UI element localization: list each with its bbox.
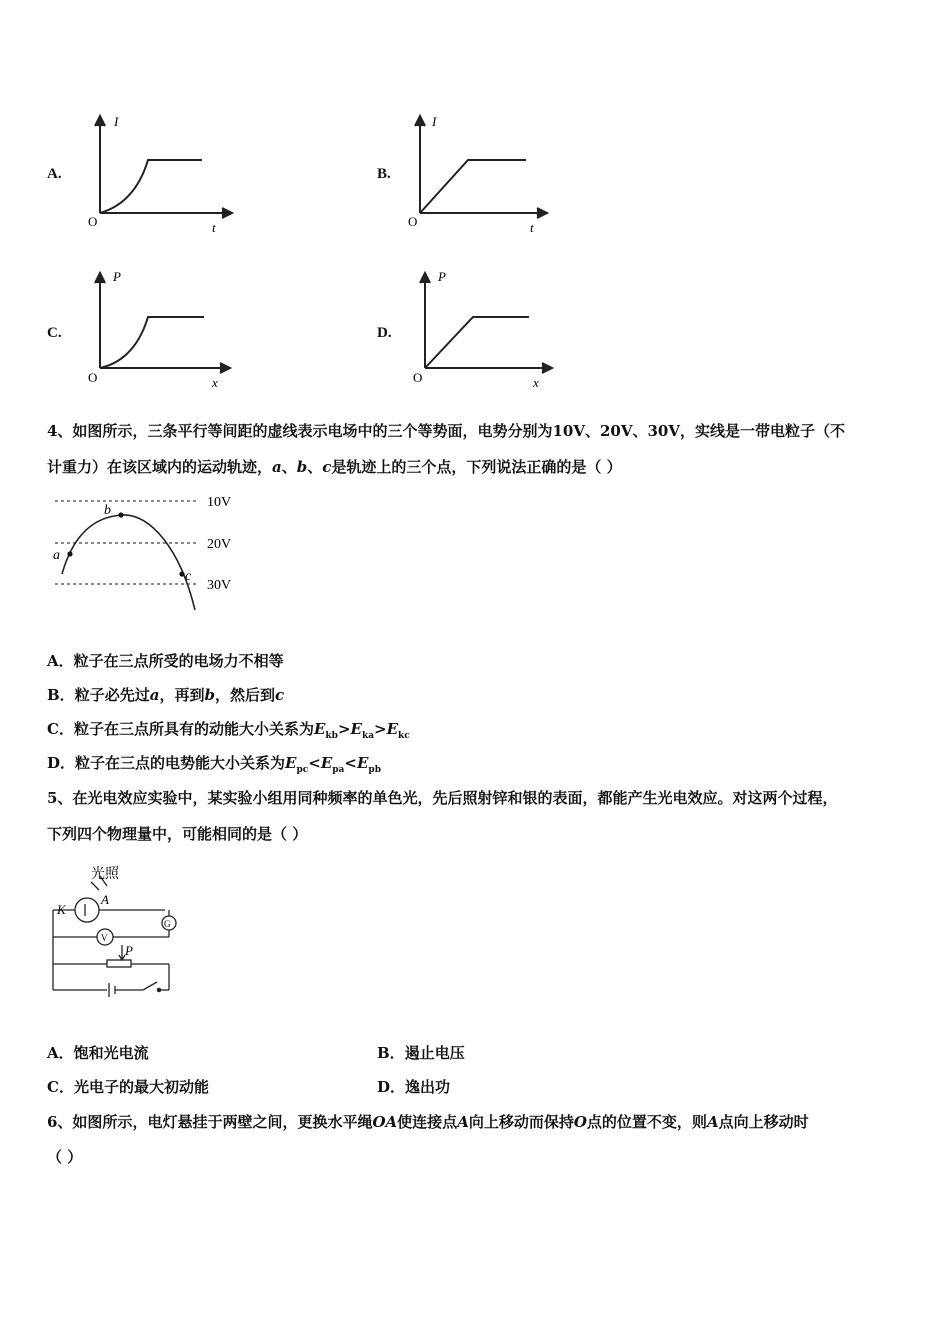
q4-option-a[interactable]: [47, 650, 284, 671]
q4-stem-line1: 4、如图所示，三条平行等间距的虚线表示电场中的三个等势面，电势分别为10V、20V、30V，实线是一带电粒子（不: [47, 422, 845, 440]
potential-label-10v: 10V: [207, 495, 232, 510]
energy-symbol: E: [313, 720, 326, 738]
option-text: 粒子在三点所受的电场力不相等: [73, 652, 284, 670]
point-b: [118, 512, 123, 517]
q6-text: 使连接点: [397, 1113, 458, 1131]
graph-option-c: [80, 265, 240, 395]
energy-symbol: E: [386, 720, 399, 738]
trajectory-line: [62, 515, 195, 610]
light-label: 光照: [91, 867, 119, 882]
relation-sign: >: [374, 720, 387, 738]
q4-var-b: b: [296, 458, 308, 476]
option-letter: A．: [47, 652, 74, 670]
q5-option-a[interactable]: [47, 1042, 149, 1063]
relation-sign: <: [308, 754, 321, 772]
relation-sign: <: [344, 754, 357, 772]
q4-stem-text: 计重力）在该区域内的运动轨迹，: [47, 458, 273, 476]
q5-photoelectric-circuit: [45, 860, 195, 1000]
q6-text: 点的位置不变，则: [586, 1113, 707, 1131]
option-text: 逸出功: [405, 1078, 451, 1096]
graph-option-a-label: A.: [47, 166, 62, 182]
option-text: 光电子的最大初动能: [73, 1078, 209, 1096]
option-letter: B．: [47, 686, 75, 704]
q6-stem-line2: （ ）: [47, 1148, 83, 1166]
q4-sep: 、: [281, 458, 297, 476]
option-text: ，再到: [159, 686, 205, 704]
x-axis-label: t: [530, 220, 534, 235]
q6-stem-line1: [47, 1111, 809, 1132]
origin-label: O: [413, 370, 423, 385]
option-letter: D．: [377, 1078, 406, 1096]
energy-symbol: E: [356, 754, 369, 772]
option-var: b: [204, 686, 215, 704]
option-letter: D．: [47, 754, 76, 772]
energy-subscript: pb: [368, 765, 381, 775]
q5-option-b[interactable]: [377, 1042, 465, 1063]
q6-var: OA: [372, 1113, 398, 1131]
x-axis-label: x: [533, 375, 539, 390]
energy-subscript: ka: [361, 731, 375, 741]
option-letter: C．: [47, 1078, 74, 1096]
q4-stem-line2: [47, 456, 622, 477]
q4-stem-text: 是轨迹上的三个点，下列说法正确的是（ ）: [331, 458, 622, 476]
rheostat-icon: [107, 960, 131, 967]
option-var: a: [149, 686, 160, 704]
energy-subscript: kb: [325, 731, 338, 741]
q5-option-c[interactable]: [47, 1076, 209, 1097]
energy-symbol: E: [320, 754, 333, 772]
y-axis-label: P: [438, 269, 446, 284]
q4-option-c[interactable]: [47, 718, 410, 741]
graph-option-a: [80, 108, 240, 243]
curve-line: [100, 317, 204, 368]
y-axis-label: I: [432, 114, 437, 129]
q4-equipotential-figure: [45, 488, 255, 618]
origin-label: O: [88, 370, 98, 385]
q6-var: O: [573, 1113, 587, 1131]
option-letter: B．: [377, 1044, 405, 1062]
graph-option-b-label: B.: [377, 166, 391, 182]
point-c-label: c: [185, 569, 192, 584]
q6-var: A: [457, 1113, 469, 1131]
galvanometer-label: G: [164, 919, 171, 929]
graph-option-d: [405, 265, 565, 395]
option-text: 饱和光电流: [73, 1044, 149, 1062]
q6-text: 点向上移动时: [718, 1113, 809, 1131]
option-letter: A．: [47, 1044, 74, 1062]
phototube-icon: [75, 898, 99, 922]
graph-option-c-label: C.: [47, 325, 62, 341]
switch-icon: [143, 982, 157, 990]
option-text: 遏止电压: [404, 1044, 465, 1062]
anode-label: A: [101, 892, 109, 907]
point-c: [179, 571, 184, 576]
linear-line: [425, 317, 529, 368]
linear-line: [420, 160, 526, 213]
potential-label-30v: 30V: [207, 578, 232, 593]
point-b-label: b: [104, 503, 111, 518]
option-text: 粒子在三点所具有的动能大小关系为: [73, 720, 314, 738]
option-letter: C．: [47, 720, 74, 738]
q6-var: A: [706, 1113, 719, 1131]
relation-sign: >: [337, 720, 351, 738]
q6-text: 向上移动而保持: [468, 1113, 574, 1131]
graph-option-d-label: D.: [377, 325, 392, 341]
potential-label-20v: 20V: [207, 537, 232, 552]
point-a: [67, 551, 72, 556]
voltmeter-label: V: [101, 933, 108, 943]
q5-option-d[interactable]: [377, 1076, 450, 1097]
q4-var-a: a: [272, 458, 282, 476]
x-axis-label: t: [212, 220, 216, 235]
y-axis-label: P: [113, 269, 121, 284]
slider-label: P: [125, 943, 133, 958]
option-text: 粒子必先过: [74, 686, 150, 704]
cathode-label: K: [57, 902, 66, 917]
origin-label: O: [88, 214, 98, 229]
q5-stem-line1: 5、在光电效应实验中，某实验小组用同种频率的单色光，先后照射锌和银的表面，都能产生光电效应。对这两个过程，: [47, 789, 838, 807]
graph-option-b: [400, 108, 560, 243]
option-text: ，然后到: [214, 686, 275, 704]
q6-text: 6、如图所示，电灯悬挂于两壁之间，更换水平绳: [47, 1113, 373, 1131]
curve-line: [100, 160, 202, 213]
q5-stem-line2: 下列四个物理量中，可能相同的是（ ）: [47, 825, 308, 843]
option-var: c: [274, 686, 285, 704]
energy-symbol: E: [350, 720, 362, 738]
energy-subscript: kc: [398, 731, 410, 741]
energy-subscript: pc: [296, 765, 309, 775]
origin-label: O: [408, 214, 418, 229]
q4-var-c: c: [322, 458, 332, 476]
option-text: 粒子在三点的电势能大小关系为: [75, 754, 286, 772]
point-a-label: a: [53, 548, 60, 563]
q4-sep: 、: [307, 458, 323, 476]
energy-symbol: E: [285, 754, 297, 772]
energy-subscript: pa: [332, 765, 345, 775]
q4-option-d[interactable]: [47, 752, 381, 775]
x-axis-label: x: [212, 375, 218, 390]
q4-option-b[interactable]: [47, 684, 284, 705]
y-axis-label: I: [114, 114, 119, 129]
